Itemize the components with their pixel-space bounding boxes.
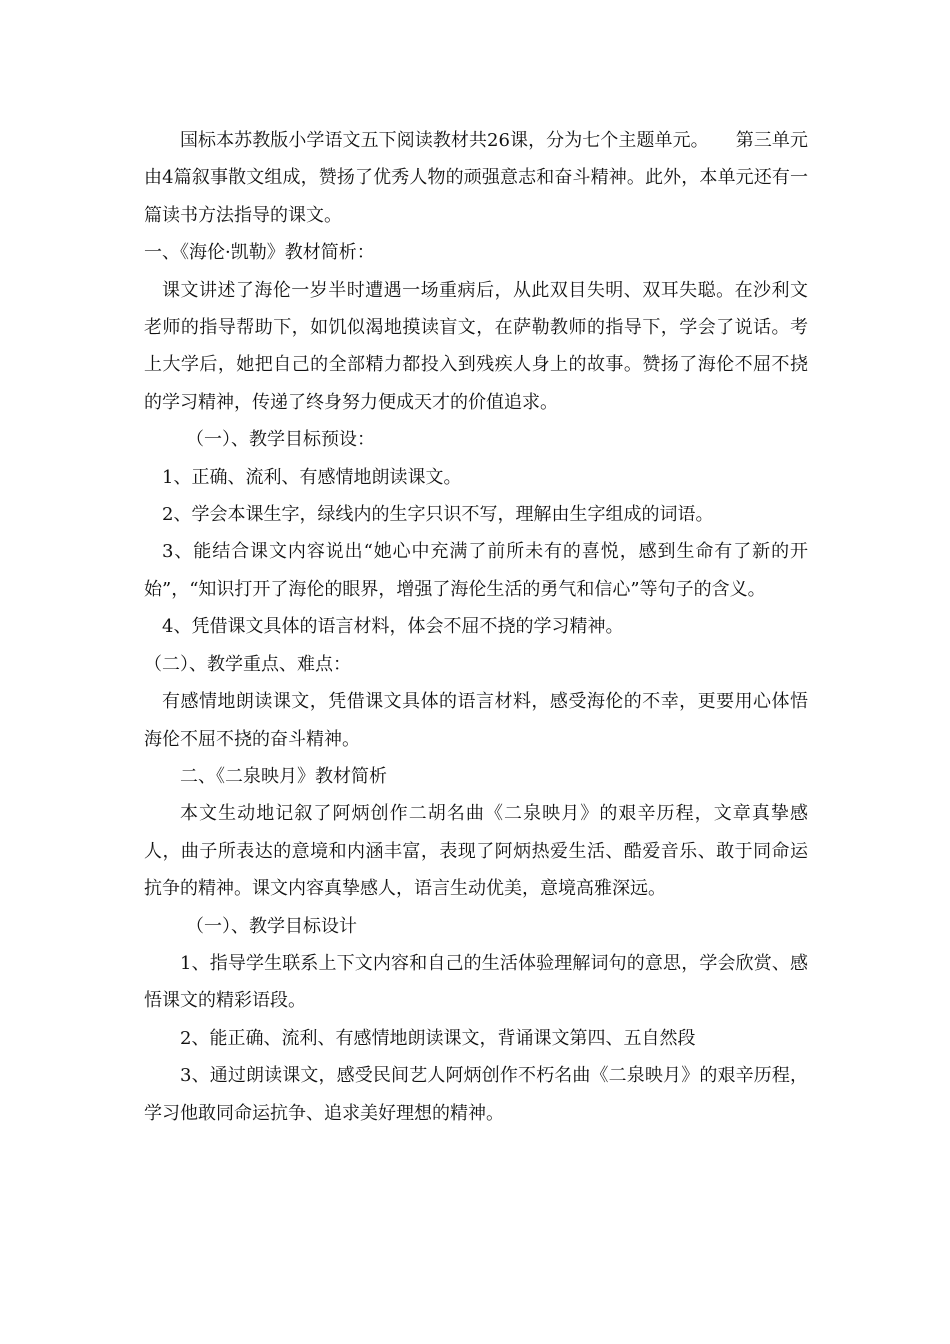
section-2-body: 本文生动地记叙了阿炳创作二胡名曲《二泉映月》的艰辛历程，文章真挚感人，曲子所表达的意境和内涵丰富，表现了阿炳热爱生活、酷爱音乐、敢于同命运抗争的精神。课文内容真挚感人，语言生动优美，意境高雅深远。 [144, 803, 808, 900]
section-2-heading: 二、《二泉映月》教材简析 [180, 765, 387, 787]
section-2-goal-1: 1、指导学生联系上下文内容和自己的生活体验理解词句的意思，学会欣赏、感悟课文的精彩语段。 [144, 952, 808, 1012]
section-2-goal-2: 2、能正确、流利、有感情地朗读课文，背诵课文第四、五自然段 [180, 1027, 696, 1049]
section-1-goal-1: 1、正确、流利、有感情地朗读课文。 [162, 466, 462, 488]
section-1-key-points-body: 有感情地朗读课文，凭借课文具体的语言材料，感受海伦的不幸，更要用心体悟海伦不屈不挠的奋斗精神。 [144, 691, 808, 750]
section-1-goals-heading: （一）、教学目标预设： [186, 429, 375, 451]
intro-paragraph: 国标本苏教版小学语文五下阅读教材共26课，分为七个主题单元。 第三单元由4篇叙事散文组成，赞扬了优秀人物的顽强意志和奋斗精神。此外，本单元还有一篇读书方法指导的课文。 [144, 130, 808, 226]
section-1-key-points-heading: （二）、教学重点、难点： [144, 653, 351, 675]
section-1-goal-3: 3、能结合课文内容说出“她心中充满了前所未有的喜悦，感到生命有了新的开始”，“知识打开了海伦的眼界，增强了海伦生活的勇气和信心”等句子的含义。 [144, 541, 808, 600]
section-1-heading: 一、《海伦·凯勒》教材简析： [144, 242, 375, 264]
section-1-body: 课文讲述了海伦一岁半时遭遇一场重病后，从此双目失明、双耳失聪。在沙利文老师的指导帮助下，如饥似渴地摸读盲文，在萨勒教师的指导下，学会了说话。考上大学后，她把自己的全部精力都投入到残疾人身上的故事。赞扬了海伦不屈不挠的学习精神，传递了终身努力便成天才的价值追求。 [144, 279, 808, 413]
section-1-goal-2: 2、学会本课生字，绿线内的生字只识不写，理解由生字组成的词语。 [162, 504, 714, 526]
section-2-goal-3: 3、通过朗读课文，感受民间艺人阿炳创作不朽名曲《二泉映月》的艰辛历程，学习他敢同命运抗争、追求美好理想的精神。 [144, 1065, 808, 1124]
section-1-goal-4: 4、凭借课文具体的语言材料，体会不屈不挠的学习精神。 [162, 616, 624, 638]
document-page [144, 122, 808, 1132]
section-2-goals-heading: （一）、教学目标设计 [186, 915, 357, 937]
